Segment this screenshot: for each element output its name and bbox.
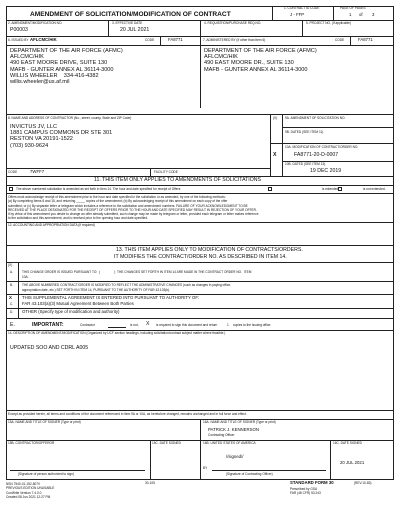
item13-x-col: (X) bbox=[8, 263, 13, 267]
item-e-copies: 1 bbox=[227, 323, 229, 327]
page-total: 3 bbox=[372, 12, 375, 17]
item11-instructions: Offers must acknowledge receipt of this amendment prior to the hour and date specified in the solicitation or as amended, by one of the following methods: (a) By completing Items 8 and 15, and returning _____ copies of the amendment; (b) By acknowledging receipt of this amendment on each copy of the offer submitted; or (c) By separate letter or telegram which includes a reference to the solicitation and amendment numbers. FAILURE OF YOUR ACKNOWLEDGMENT TO BE RECEIVED AT THE PLACE DESIGNATED FOR THE RECEIPT OF OFFERS PRIOR TO THE HOUR AND DATE SPECIFIED MAY RESULT IN REJECTION OF YOUR OFFER. If by virtue of this amendment you desire to change an offer already submitted, such change may be made by telegram or letter, provided each telegram or letter makes reference to the solicitation and this amendment, and is received prior to the opening hour and date specified. bbox=[8, 195, 259, 221]
issued-code-label: CODE bbox=[145, 38, 155, 42]
contractor-word: Contractor bbox=[80, 323, 95, 327]
date-16c-value: 20 JUL 2021 bbox=[340, 460, 365, 465]
footer-center: 30-105 bbox=[145, 481, 155, 485]
item13-row-b-line1: THE ABOVE NUMBERED CONTRACT/ORDER IS MODIFIED TO REFLECT THE ADMINISTRATIVE CHANGES (such as changes in paying office, bbox=[22, 283, 232, 287]
not-extended-label: is not extended. bbox=[363, 187, 386, 191]
item13-row-c-line2: FAR 43.103(a)(3) Mutual Agreement Between Both Parties bbox=[22, 301, 134, 306]
signature-16-caption: (Signature of Contracting Officer) bbox=[226, 472, 273, 476]
facility-code-label: FACILITY CODE bbox=[154, 170, 178, 174]
signed-value: //signed// bbox=[226, 454, 244, 459]
item13-row-b-line2: appropriation date, etc.) SET FORTH IN ITEM 14, PURSUANT TO THE AUTHORITY OF FAR 43.103(b). bbox=[22, 288, 171, 292]
item14-footer: Except as provided herein, all terms and conditions of the document referenced in item 9A or 10A, as heretofore changed, remains unchanged and in full force and effect. bbox=[8, 412, 247, 416]
item13-row-d-key: D. bbox=[10, 310, 14, 314]
amendment-no-value: P00003 bbox=[10, 27, 28, 33]
dated-9b-label: 9B. DATED (SEE ITEM 11) bbox=[285, 130, 324, 134]
contractor-code-label: CODE bbox=[8, 170, 18, 174]
contractor-code-value: 7WFF7 bbox=[30, 169, 45, 174]
form-revision: (REV.10-83) bbox=[354, 481, 372, 485]
item13-row-d-line1: OTHER (Specify type of modification and authority) bbox=[22, 309, 120, 314]
page-number: 1 bbox=[349, 12, 352, 17]
form-number: STANDARD FORM 30 bbox=[290, 480, 334, 485]
issued-by-code: AFLCMC/HIK bbox=[30, 37, 57, 42]
form-title: AMENDMENT OF SOLICITATION/MODIFICATION OF CONTRACT bbox=[30, 11, 231, 18]
label-15a: 15A. NAME AND TITLE OF SIGNER (Type or print) bbox=[8, 420, 81, 424]
item11-checkbox[interactable] bbox=[9, 187, 13, 191]
extended-label: is extended, bbox=[322, 187, 340, 191]
is-not-word: is not, bbox=[130, 323, 139, 327]
modification-10a-label: 10A. MODIFICATION OF CONTRACT/ORDER NO. bbox=[285, 145, 359, 149]
contract-id-label: 1. CONTRACT ID CODE bbox=[284, 6, 320, 10]
footer-right: Prescribed by GSA FAR (48 CFR) 53.243 bbox=[290, 487, 321, 496]
item13-row-a-line1: THIS CHANGE ORDER IS ISSUED PURSUANT TO: ( ) THE CHANGES SET FORTH IN ITEM 14 ARE MADE IN THE CONTRACT ORDER NO. ITEM bbox=[22, 270, 252, 274]
important-label: IMPORTANT: bbox=[32, 322, 64, 328]
amendment-no-label: 2. AMENDMENT/MODIFICATION NO. bbox=[8, 21, 63, 25]
label-16a: 16A. NAME AND TITLE OF SIGNER (Type or print) bbox=[203, 420, 276, 424]
item13-row-a-line2: 10A. bbox=[22, 275, 29, 279]
by-label: BY bbox=[203, 466, 208, 470]
item13-row-a-key: A. bbox=[10, 270, 14, 274]
contractor-label: 8. NAME AND ADDRESS OF CONTRACTOR (No., street, county, State and ZIP Code) bbox=[8, 116, 132, 120]
signer-16a-title: Contracting Officer bbox=[208, 433, 235, 437]
administrator-address: DEPARTMENT OF THE AIR FORCE (AFMC) AFLCMC/HIK 490 EAST MOORE DR., SUITE 130 MAFB - GUNTER ANNEX AL 36114-3000 bbox=[204, 48, 317, 73]
label-15c: 15C. DATE SIGNED bbox=[152, 441, 181, 445]
item-e-mark: X bbox=[146, 321, 150, 327]
item10-mark: X bbox=[273, 152, 277, 158]
project-label: 5. PROJECT NO. (If applicable) bbox=[306, 21, 351, 25]
label-16c: 16C. DATE SIGNED bbox=[333, 441, 362, 445]
label-16b: 16B. UNITED STATES OF AMERICA bbox=[203, 441, 256, 445]
contractor-address: INVICTUS JV, LLC 1881 CAMPUS COMMONS DR STE 301 RESTON VA 20191-1522 (703) 930-9624 bbox=[10, 124, 113, 149]
modification-10a-value: FA8771-20-D-0007 bbox=[294, 152, 339, 158]
effective-date-label: 3. EFFECTIVE DATE bbox=[112, 21, 143, 25]
not-extended-checkbox[interactable] bbox=[338, 187, 342, 191]
footer-left: NSN 7540-01-152-8070 PREVIOUS EDITION UNUSABLE ConWrite Version 7.4.0.0 Created 08 Jun 2021 12:27 PM bbox=[6, 482, 55, 500]
extended-checkbox[interactable] bbox=[268, 187, 272, 191]
admin-code-value: FA8771 bbox=[358, 37, 373, 42]
item11-heading: 11. THIS ITEM ONLY APPLIES TO AMENDMENTS OF SOLICITATIONS bbox=[94, 177, 261, 183]
item13-heading-2: IT MODIFIES THE CONTRACT/ORDER NO. AS DESCRIBED IN ITEM 14. bbox=[114, 254, 287, 260]
item13-heading-1: 13. THIS ITEM APPLIES ONLY TO MODIFICATION OF CONTRACTS/ORDERS. bbox=[116, 247, 303, 253]
requisition-label: 4. REQUISITION/PURCHASE REQ.NO. bbox=[204, 21, 262, 25]
contract-id-value: J - FFP bbox=[290, 12, 305, 17]
item13-row-c-line1: THIS SUPPLEMENTAL AGREEMENT IS ENTERED INTO PURSUANT TO AUTHORITY OF: bbox=[22, 295, 200, 300]
administered-by-label: 7. ADMINISTERED BY (If other than Item 6) bbox=[203, 38, 266, 42]
item12-label: 12. ACCOUNTING AND APPROPRIATION DATA (If required) bbox=[8, 223, 95, 227]
issuer-address: DEPARTMENT OF THE AIR FORCE (AFMC) AFLCMC/HIK 490 EAST MOORE DRIVE, SUITE 130 MAFB - GUNTER ANNEX AL 36114-3000 WILLIS WHEELER 334-416-4382 willis.wheeler@us.af.mil bbox=[10, 48, 123, 86]
admin-code-label: CODE bbox=[335, 38, 345, 42]
page-of: of bbox=[359, 12, 363, 17]
item13-row-c-key: C. bbox=[10, 302, 14, 306]
item14-label: 14. DESCRIPTION OF AMENDMENT/MODIFICATION (Organized by UCF section headings, including solicitation/contract subject matter where feasible.) bbox=[8, 331, 226, 335]
dated-10b-value: 19 DEC 2019 bbox=[310, 168, 342, 174]
label-15b: 15B. CONTRACTOR/OFFEROR bbox=[8, 441, 55, 445]
item-e-text-a: is required to sign this document and return bbox=[156, 323, 218, 327]
issued-code-value: FA8771 bbox=[168, 37, 183, 42]
amendment-9a-label: 9A. AMENDMENT OF SOLICITATION NO. bbox=[285, 116, 346, 120]
item-e-label: E. bbox=[10, 322, 15, 328]
dated-10b-label: 10B. DATED (SEE ITEM 13) bbox=[285, 162, 326, 166]
issued-by-label: 6. ISSUED BY bbox=[8, 38, 29, 42]
signer-16a-name: PATRICK J. KENNERSON bbox=[208, 427, 259, 432]
item11-line: The above numbered solicitation is amended as set forth in Item 14. The hour and date specified for receipt of Offers bbox=[16, 187, 181, 191]
item-e-text-b: copies to the issuing office. bbox=[233, 323, 272, 327]
effective-date-value: 20 JUL 2021 bbox=[120, 27, 150, 33]
item13-row-b-key: B. bbox=[10, 283, 14, 287]
page-label: PAGE OF PAGES bbox=[340, 6, 366, 10]
signature-15-caption: (Signature of person authorized to sign) bbox=[18, 472, 74, 476]
x-column-label: (X) bbox=[273, 116, 278, 120]
item13-row-c-mark: X bbox=[9, 295, 12, 300]
item14-body: UPDATED SOO AND CDRL A005 bbox=[10, 345, 89, 351]
